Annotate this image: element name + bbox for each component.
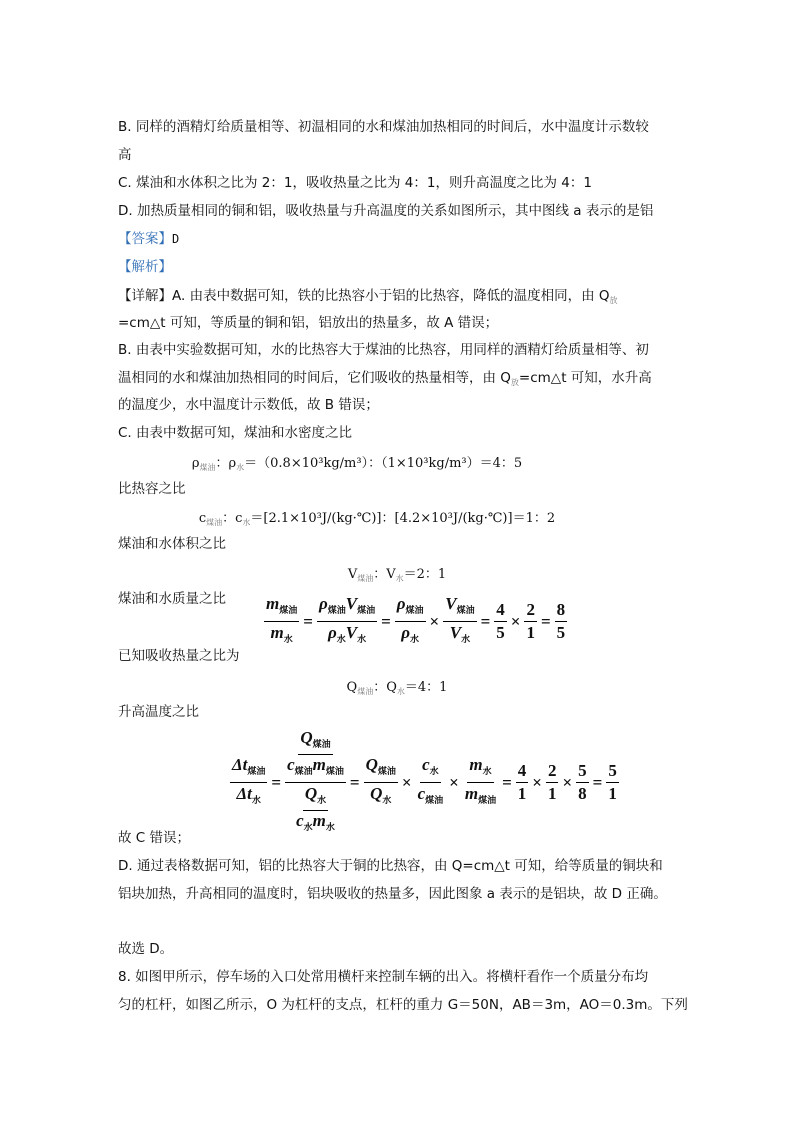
detail-label: 【详解】	[118, 288, 172, 304]
detail-a-text: A. 由表中数据可知，铁的比热容小于铝的比热容，降低的温度相同，由 Q	[172, 288, 610, 304]
subscript: 水	[236, 463, 245, 472]
symbol: V	[347, 567, 358, 582]
subscript: 煤油	[357, 574, 374, 583]
symbol: ρ	[191, 456, 200, 471]
answer-value: D	[172, 232, 180, 246]
equation-rest: ＝2：1	[403, 567, 447, 582]
symbol: c	[198, 511, 207, 526]
fraction: $\frac{2}{1}$	[526, 600, 535, 642]
fraction: $\frac{V_{煤油}}{V_水}$	[445, 594, 475, 644]
fraction: $\frac{c_水}{c_{煤油}}$	[417, 755, 444, 805]
subscript: 水	[395, 574, 404, 583]
subscript: 煤油	[206, 518, 223, 527]
subscript: 煤油	[357, 687, 374, 696]
detail-b-line1: B. 由表中实验数据可知，水的比热容大于煤油的比热容，用同样的酒精灯给质量相等、初	[118, 342, 649, 358]
detail-b-line2	[118, 369, 652, 392]
fraction: $\frac{m_水}{m_{煤油}}$	[464, 755, 497, 805]
temp-intro: 升高温度之比	[118, 704, 199, 720]
final-answer: 故选 D。	[118, 941, 174, 957]
temperature-ratio-equation: $\frac{\Delta t_{煤油}}{\Delta t_水}$ = $Q_{煤油}$ $c_{煤油}m_{煤油}$ $Q_水$ $c_水m_水$ = $\frac{Q_{煤油}}{Q_水}$ × $\frac{c_水}{c_{煤油}}$ × $\frac{m_水}{m_{煤油}}$ = $\frac{4}{1}$ × $\frac{2}{1}$ × $\frac{5}{8}$ = $\frac{5}{1}$	[228, 728, 621, 837]
specific-heat-equation	[0, 507, 774, 528]
subscript: 煤油	[199, 463, 216, 472]
heat-intro: 已知吸收热量之比为	[118, 648, 240, 664]
option-b-line2: 高	[118, 147, 132, 163]
subscript: 放	[609, 296, 618, 305]
subscript: 放	[510, 378, 519, 387]
fraction: $\frac{5}{8}$	[578, 761, 587, 803]
heat-equation	[0, 676, 794, 697]
fraction: $\frac{\Delta t_{煤油}}{\Delta t_水}$	[232, 755, 266, 805]
detail-b-text: =cm△t 可知，水升高	[518, 370, 652, 386]
detail-a-line1	[118, 287, 618, 310]
detail-b-line3: 的温度少，水中温度计示数低，故 B 错误；	[118, 397, 379, 413]
fraction: $\frac{5}{1}$	[608, 761, 617, 803]
detail-c-intro: C. 由表中数据可知，煤油和水密度之比	[118, 425, 353, 441]
subscript: 水	[242, 518, 251, 527]
equation-rest: ＝4：1	[404, 680, 448, 695]
equation-rest: ＝[2.1×10³J/(kg·℃)]：[4.2×10³J/(kg·℃)]＝1：2	[250, 511, 556, 526]
detail-a-line2: =cm△t 可知，等质量的铜和铝，铝放出的热量多，故 A 错误；	[118, 315, 499, 331]
detail-d-line1: D. 通过表格数据可知，铝的比热容大于铜的比热容，由 Q=cm△t 可知，给等质量的铜块和	[118, 858, 663, 874]
fraction: $\frac{2}{1}$	[547, 761, 557, 803]
fraction: $\frac{m_{煤油}}{m_水}$	[266, 594, 298, 644]
answer-line	[118, 230, 179, 248]
option-b-line1: B. 同样的酒精灯给质量相等、初温相同的水和煤油加热相同的时间后，水中温度计示数较	[118, 119, 649, 135]
equation-rest: ＝（0.8×10³kg/m³）：（1×10³kg/m³）＝4：5	[244, 456, 523, 471]
fraction: $\frac{\rho_{煤油}}{\rho_水}$	[396, 594, 424, 644]
option-c: C. 煤油和水体积之比为 2：1，吸收热量之比为 4：1，则升高温度之比为 4：1	[118, 175, 592, 191]
volume-intro: 煤油和水体积之比	[118, 536, 226, 552]
specific-heat-intro: 比热容之比	[118, 481, 186, 497]
detail-d-line2: 铝块加热，升高相同的温度时，铝块吸收的热量多，因此图象 a 表示的是铝块，故 D 正确。	[118, 886, 667, 902]
fraction: $\frac{Q_{煤油}}{Q_水}$	[365, 755, 396, 805]
option-d: D. 加热质量相同的铜和铝，吸收热量与升高温度的关系如图所示，其中图线 a 表示的是铝	[118, 203, 654, 219]
symbol: ：ρ	[215, 456, 237, 471]
fraction: $\frac{8}{5}$	[556, 600, 566, 642]
mass-intro: 煤油和水质量之比	[118, 591, 226, 607]
mass-ratio-equation: $\frac{m_{煤油}}{m_水}$ = $\frac{\rho_{煤油}V_{煤油}}{\rho_水V_水}$ = $\frac{\rho_{煤油}}{\rho_水}$ × $\frac{V_{煤油}}{V_水}$ = $\frac{4}{5}$ × $\frac{2}{1}$ = $\frac{8}{5}$	[262, 594, 569, 649]
analysis-heading: 【解析】	[118, 259, 172, 275]
answer-label: 【答案】	[118, 231, 172, 247]
density-equation	[0, 452, 754, 473]
symbol: ：Q	[373, 680, 397, 695]
detail-c-conclusion: 故 C 错误；	[118, 830, 191, 846]
symbol: ：c	[222, 511, 243, 526]
fraction: $\frac{4}{1}$	[517, 761, 527, 803]
symbol: Q	[346, 680, 358, 695]
symbol: ：V	[373, 567, 396, 582]
question-8-line1: 8. 如图甲所示，停车场的入口处常用横杆来控制车辆的出入。将横杆看作一个质量分布均	[118, 969, 649, 985]
volume-equation	[0, 563, 794, 584]
analysis-label	[118, 258, 172, 276]
detail-b-text: 温相同的水和煤油加热相同的时间后，它们吸收的热量相等，由 Q	[118, 370, 511, 386]
subscript: 水	[396, 687, 405, 696]
fraction: $\frac{\rho_{煤油}V_{煤油}}{\rho_水V_水}$	[318, 594, 376, 644]
fraction: $\frac{4}{5}$	[496, 600, 505, 642]
compound-fraction: $Q_{煤油}$ $c_{煤油}m_{煤油}$ $Q_水$ $c_水m_水$	[287, 728, 344, 832]
question-8-line2: 匀的杠杆，如图乙所示，O 为杠杆的支点，杠杆的重力 G＝50N，AB＝3m，AO＝0.3m。下列	[118, 997, 688, 1013]
